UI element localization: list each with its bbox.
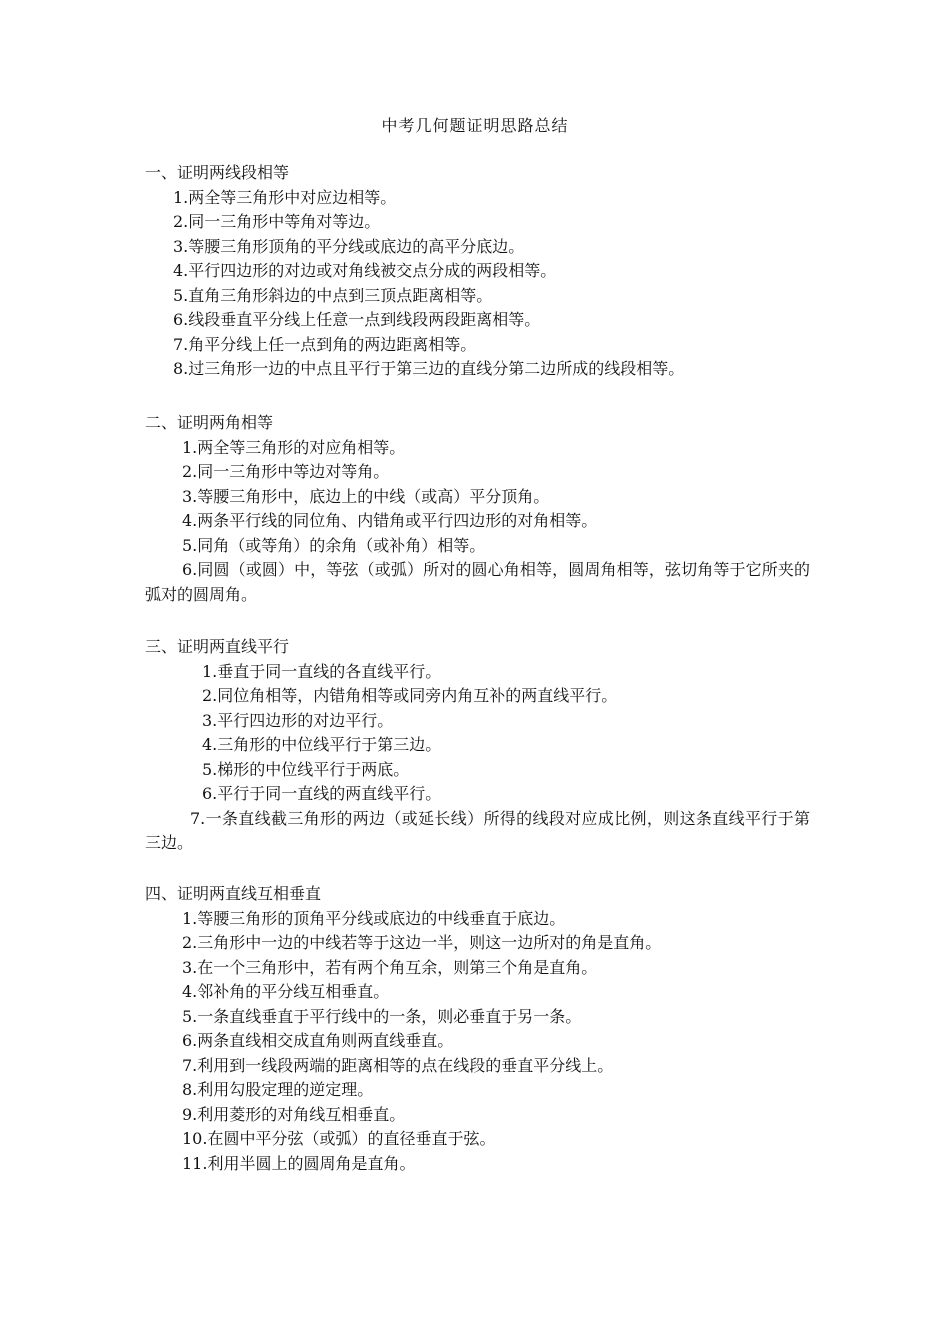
list-item: 3.等腰三角形中，底边上的中线（或高）平分顶角。 bbox=[182, 486, 550, 506]
list-item: 2.三角形中一边的中线若等于这边一半，则这一边所对的角是直角。 bbox=[182, 933, 662, 952]
section-equal-angles bbox=[145, 411, 810, 607]
list-item: 8.利用勾股定理的逆定理。 bbox=[182, 1080, 374, 1099]
list-item: 7.角平分线上任一点到角的两边距离相等。 bbox=[173, 334, 477, 354]
list-item: 11.利用半圆上的圆周角是直角。 bbox=[182, 1153, 416, 1173]
list-item: 3.等腰三角形顶角的平分线或底边的高平分底边。 bbox=[173, 236, 525, 256]
section-heading: 四、证明两直线互相垂直 bbox=[145, 884, 322, 903]
list-item: 4.邻补角的平分线互相垂直。 bbox=[182, 982, 390, 1001]
list-item: 3.平行四边形的对边平行。 bbox=[202, 710, 394, 730]
list-item: 3.在一个三角形中，若有两个角互余，则第三个角是直角。 bbox=[182, 957, 598, 977]
list-item: 2.同一三角形中等角对等边。 bbox=[173, 212, 381, 231]
list-item: 7.利用到一线段两端的距离相等的点在线段的垂直平分线上。 bbox=[182, 1055, 614, 1075]
section-parallel-lines bbox=[145, 635, 810, 856]
list-item: 6.两条直线相交成直角则两直线垂直。 bbox=[182, 1031, 454, 1050]
section-equal-segments bbox=[145, 161, 810, 382]
list-item: 2.同一三角形中等边对等角。 bbox=[182, 462, 390, 481]
document-title: 中考几何题证明思路总结 bbox=[381, 116, 569, 135]
list-item: 2.同位角相等，内错角相等或同旁内角互补的两直线平行。 bbox=[202, 686, 618, 705]
list-item: 6.线段垂直平分线上任意一点到线段两段距离相等。 bbox=[173, 310, 541, 329]
list-item: 1.垂直于同一直线的各直线平行。 bbox=[202, 661, 442, 681]
section-heading: 三、证明两直线平行 bbox=[145, 637, 290, 656]
list-item: 8.过三角形一边的中点且平行于第三边的直线分第二边所成的线段相等。 bbox=[173, 359, 685, 378]
list-item: 1.等腰三角形的顶角平分线或底边的中线垂直于底边。 bbox=[182, 908, 566, 928]
list-item: 4.三角形的中位线平行于第三边。 bbox=[202, 735, 442, 754]
list-item: 6.同圆（或圆）中，等弦（或弧）所对的圆心角相等，圆周角相等，弦切角等于它所夹的弧对的圆周角。 bbox=[145, 560, 810, 604]
list-item: 4.平行四边形的对边或对角线被交点分成的两段相等。 bbox=[173, 261, 557, 280]
list-item: 1.两全等三角形的对应角相等。 bbox=[182, 437, 406, 457]
list-item: 1.两全等三角形中对应边相等。 bbox=[173, 187, 397, 207]
list-item: 5.同角（或等角）的余角（或补角）相等。 bbox=[182, 535, 486, 555]
list-item: 5.一条直线垂直于平行线中的一条，则必垂直于另一条。 bbox=[182, 1006, 582, 1026]
list-item: 5.梯形的中位线平行于两底。 bbox=[202, 759, 410, 779]
list-item: 10.在圆中平分弦（或弧）的直径垂直于弦。 bbox=[182, 1129, 496, 1148]
list-item: 9.利用菱形的对角线互相垂直。 bbox=[182, 1104, 406, 1124]
list-item: 6.平行于同一直线的两直线平行。 bbox=[202, 784, 442, 803]
list-item: 4.两条平行线的同位角、内错角或平行四边形的对角相等。 bbox=[182, 511, 598, 530]
section-heading: 二、证明两角相等 bbox=[145, 413, 274, 432]
section-perpendicular-lines bbox=[145, 882, 810, 1176]
list-item: 5.直角三角形斜边的中点到三顶点距离相等。 bbox=[173, 285, 493, 305]
list-item: 7.一条直线截三角形的两边（或延长线）所得的线段对应成比例，则这条直线平行于第三边。 bbox=[145, 808, 810, 852]
section-heading: 一、证明两线段相等 bbox=[145, 163, 290, 182]
